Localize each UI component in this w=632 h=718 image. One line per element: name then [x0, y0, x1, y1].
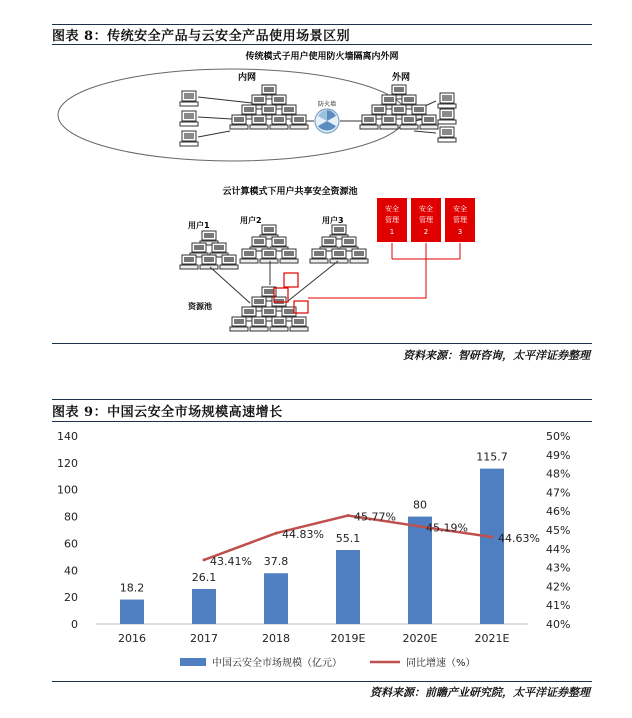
- firewall-icon: [315, 109, 339, 133]
- growth-value-label: 45.77%: [354, 510, 396, 524]
- security-box-1-num: 1: [389, 228, 395, 236]
- bar-value-label: 55.1: [335, 532, 361, 546]
- growth-value-label: 43.41%: [210, 554, 252, 568]
- security-box-3: [445, 198, 475, 242]
- security-box-1: [377, 198, 407, 242]
- bar-2017: [192, 589, 216, 624]
- figure9-title: 图表 9：中国云安全市场规模高速增长: [52, 405, 283, 420]
- bar-value-label: 37.8: [263, 555, 289, 569]
- pool-label: 资源池: [188, 302, 212, 311]
- legend-bar-label: 中国云安全市场规模（亿元）: [212, 658, 342, 669]
- y-right-tick-label: 41%: [546, 599, 571, 613]
- traditional-heading: 传统模式子用户使用防火墙隔离内外网: [245, 52, 399, 62]
- firewall-label: 防火墙: [317, 101, 337, 108]
- user1-servers: [180, 231, 238, 269]
- x-tick-label: 2019E: [330, 632, 366, 645]
- growth-point-2017: [203, 558, 206, 561]
- user3-servers: [310, 225, 368, 263]
- bar-2018: [264, 573, 288, 624]
- bar-value-label: 80: [413, 498, 427, 512]
- security-box-2-num: 2: [423, 228, 429, 236]
- resource-pool-servers: [230, 287, 308, 331]
- growth-point-2018: [275, 532, 278, 535]
- figure8-source: 资料来源：智研咨询，太平洋证券整理: [403, 349, 590, 362]
- cloud-heading: 云计算模式下用户共享安全资源池: [222, 187, 358, 197]
- x-tick-label: 2017: [190, 632, 218, 645]
- y-left-tick-label: 100: [57, 483, 78, 497]
- extranet-pcs: [438, 93, 456, 142]
- bar-value-label: 26.1: [191, 570, 217, 584]
- figure8-bottom-rule: [52, 343, 592, 344]
- user1-label: 用户1: [188, 221, 210, 230]
- legend-bar-swatch: [180, 658, 206, 666]
- user2-label: 用户2: [240, 216, 262, 225]
- x-tick-label: 2021E: [474, 632, 510, 645]
- figure9-bottom-rule: [52, 681, 592, 682]
- intranet-server-cluster: [230, 85, 308, 129]
- bar-2019E: [336, 550, 360, 624]
- y-left-tick-label: 80: [64, 510, 78, 524]
- growth-point-2020E: [419, 525, 422, 528]
- market-chart: [52, 422, 592, 678]
- intranet-pcs: [180, 91, 198, 146]
- x-tick-label: 2018: [262, 632, 290, 645]
- security-box-1-line1: 安全: [385, 205, 399, 213]
- legend-line-label: 同比增速（%）: [406, 658, 476, 669]
- security-box-2-line2: 管理: [419, 216, 433, 224]
- x-tick-label: 2016: [118, 632, 146, 645]
- y-right-tick-label: 45%: [546, 524, 571, 537]
- user3-label: 用户3: [322, 216, 344, 225]
- security-box-2: [411, 198, 441, 242]
- bar-value-label: 18.2: [119, 581, 145, 595]
- x-tick-label: 2020E: [402, 632, 438, 645]
- y-left-tick-label: 120: [57, 456, 78, 470]
- y-right-tick-label: 47%: [546, 486, 571, 500]
- security-box-3-line1: 安全: [453, 205, 467, 213]
- figure9-top-rule: [52, 399, 592, 400]
- bar-value-label: 115.7: [476, 450, 508, 464]
- extranet-label: 外网: [392, 73, 411, 83]
- y-left-tick-label: 20: [64, 591, 78, 605]
- figure8-diagram: [52, 45, 592, 343]
- figure8-title: 图表 8：传统安全产品与云安全产品使用场景区别: [52, 29, 351, 44]
- user2-servers: [240, 225, 298, 263]
- y-right-tick-label: 46%: [546, 505, 571, 519]
- y-right-tick-label: 40%: [546, 618, 571, 631]
- security-box-3-line2: 管理: [453, 216, 467, 224]
- y-right-tick-label: 50%: [546, 430, 571, 443]
- y-right-tick-label: 49%: [546, 448, 571, 462]
- extranet-server-cluster: [360, 85, 438, 129]
- bar-2021E: [480, 469, 504, 624]
- security-box-2-line1: 安全: [419, 205, 433, 213]
- security-box-1-line2: 管理: [385, 216, 399, 224]
- y-left-tick-label: 140: [57, 430, 78, 443]
- growth-point-2021E: [491, 535, 494, 538]
- y-left-tick-label: 40: [64, 564, 78, 578]
- growth-value-label: 45.19%: [426, 521, 468, 535]
- y-right-tick-label: 42%: [546, 580, 571, 594]
- bar-2016: [120, 600, 144, 624]
- growth-value-label: 44.83%: [282, 528, 324, 542]
- y-left-tick-label: 0: [71, 618, 78, 631]
- y-left-tick-label: 60: [64, 537, 78, 551]
- growth-value-label: 44.63%: [498, 531, 540, 545]
- security-box-3-num: 3: [457, 228, 463, 236]
- growth-point-2019E: [347, 514, 350, 517]
- y-right-tick-label: 44%: [546, 542, 571, 556]
- intranet-label: 内网: [238, 73, 257, 83]
- y-right-tick-label: 48%: [546, 467, 571, 481]
- y-right-tick-label: 43%: [546, 561, 571, 575]
- figure9-source: 资料来源：前瞻产业研究院，太平洋证券整理: [370, 686, 590, 699]
